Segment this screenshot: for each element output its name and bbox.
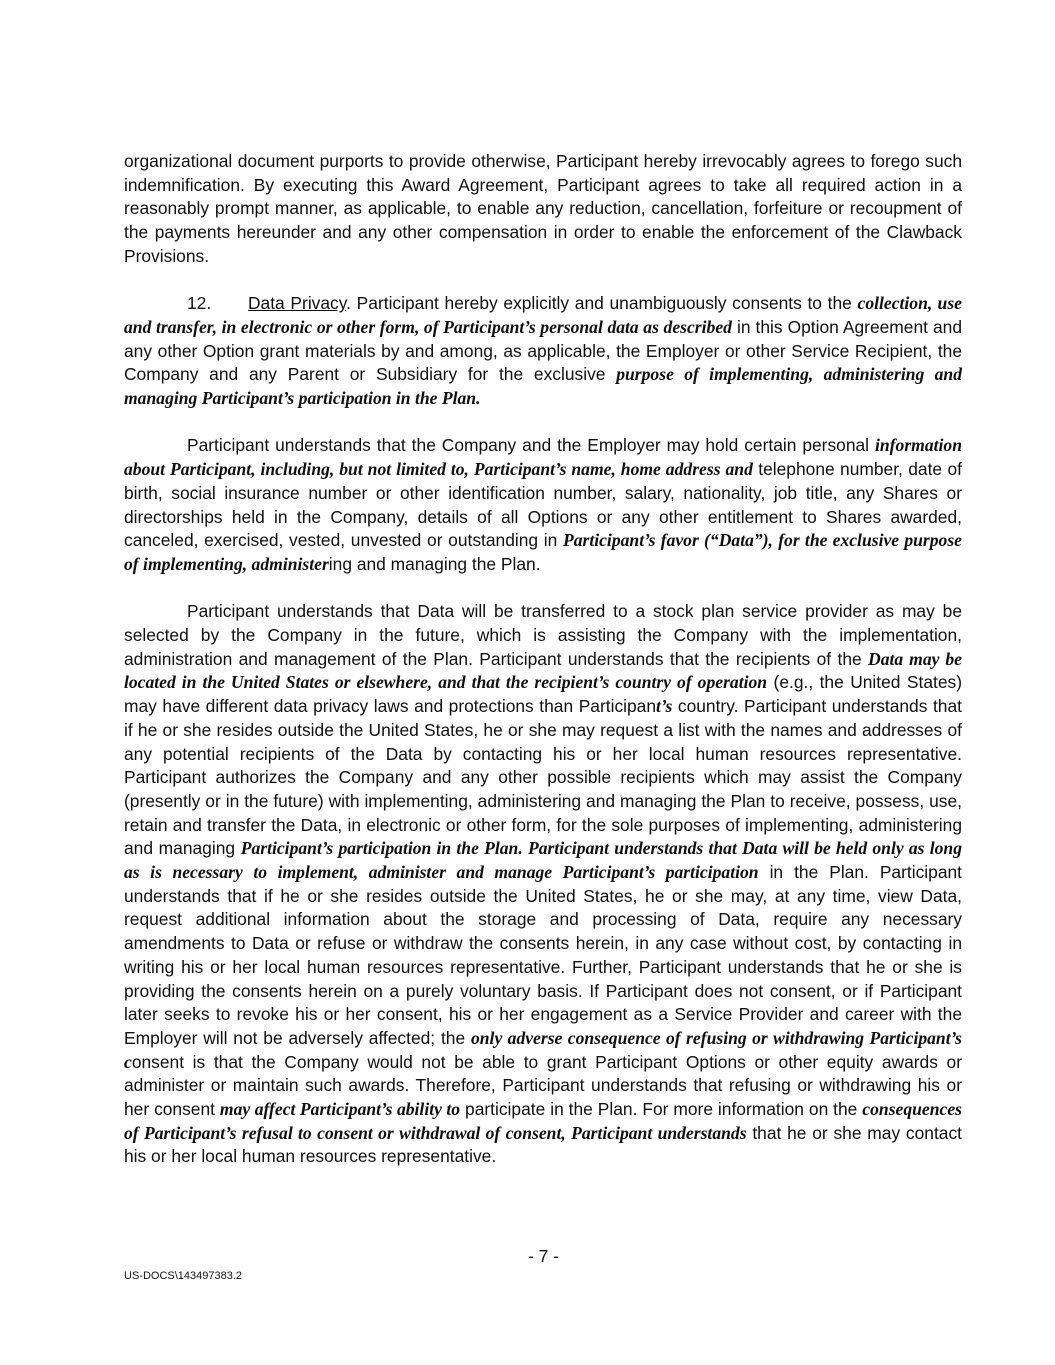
text-run: in this Option Agreement and any other Option grant materials by and among, as applicable, the Employer or other Service Recipient, the Company and any Parent or Subsidiary for the exclusive: [124, 316, 962, 385]
text-run: (e.g., the United States) may have different data privacy laws and protections than Participan: [124, 672, 962, 717]
emphasis-run: may affect Participant’s ability to: [219, 1099, 461, 1120]
text-run: ing and managing the Plan.: [328, 553, 541, 574]
emphasis-run: information about Participant, including, but not limited to, Participant’s name, home address and: [124, 435, 962, 480]
document-id: US-DOCS\143497383.2: [124, 1270, 243, 1282]
emphasis-run: consequences of Participant’s refusal to consent or withdrawal of consent, Participant understands: [124, 1099, 962, 1143]
section-heading: Data Privacy: [248, 293, 347, 314]
text-run: country. Participant understands that if he or she resides outside the United States, he or she may request a list with the names and addresses of any potential recipients of the Data by contacting his or her local human resources representative. Participant authorizes the Company and any other possible recipients which may assist the Company (presently or in the future) with implementing, administering and managing the Plan to receive, possess, use, retain and transfer the Data, in electronic or other form, for the sole purposes of implementing, administering and managing: [124, 696, 962, 859]
text-run: . Participant hereby explicitly and unambiguously consents to the: [346, 293, 858, 314]
text-run: Participant understands that Data will be transferred to a stock plan service provider as may be selected by the Company in the future, which is assisting the Company with the implementation, administration and management of the Plan. Participant understands that the recipients of the: [124, 601, 962, 669]
section-number: 12.: [187, 293, 212, 314]
emphasis-run: Participant’s participation in the Plan. Participant understands that Data will be held only as long as is necessary to implement, administer and manage Participant’s participation: [124, 838, 963, 883]
emphasis-run: Data may be located in the United States or elsewhere, and that the recipient’s country of operation: [124, 648, 962, 693]
emphasis-run: Participant’s favor (“Data”), for the exclusive purpose of implementing, administer: [124, 530, 962, 574]
section-12-data-privacy: [124, 292, 962, 411]
paragraph-clawback-continuation: organizational document purports to provide otherwise, Participant hereby irrevocably agrees to forego such indemnification. By executing this Award Agreement, Participant agrees to take all required action in a reasonably prompt manner, as applicable, to enable any reduction, cancellation, forfeiture or recoupment of the payments hereunder and any other compensation in order to enable the enforcement of the Clawback Provisions.: [124, 151, 962, 266]
emphasis-run: purpose of implementing, administering and managing Participant’s participation in the Plan.: [124, 364, 963, 409]
paragraph-data-transfer: [124, 600, 962, 1169]
text-run: that he or she may contact his or her local human resources representative.: [124, 1122, 962, 1167]
emphasis-run: collection, use and transfer, in electronic or other form, of Participant’s personal data as described: [124, 293, 962, 337]
page-number: - 7 -: [528, 1246, 559, 1266]
text-run: Participant understands that the Company and the Employer may hold certain personal: [187, 435, 875, 456]
text-run: participate in the Plan. For more information on the: [460, 1099, 863, 1120]
emphasis-run: only adverse consequence of refusing or withdrawing Participant’s c: [124, 1027, 962, 1072]
emphasis-run: t’s: [656, 696, 673, 717]
text-run: onsent is that the Company would not be able to grant Participant Options or other equity awards or administer or maintain such awards. Therefore, Participant understands that refusing or withdrawing his or her consent: [124, 1051, 962, 1120]
text-run: in the Plan. Participant understands that if he or she resides outside the United States, he or she may, at any time, view Data, request additional information about the storage and processing of Data, require any necessary amendments to Data or refuse or withdraw the consents herein, in any case without cost, by contacting in writing his or her local human resources representative. Further, Participant understands that he or she is providing the consents herein on a purely voluntary basis. If Participant does not consent, or if Participant later seeks to revoke his or her consent, his or her engagement as a Service Provider and career with the Employer will not be adversely affected; the: [124, 862, 962, 1048]
paragraph-personal-information: [124, 434, 962, 576]
text-run: telephone number, date of birth, social insurance number or other identification number, salary, nationality, job title, any Shares or directorships held in the Company, details of all Options or any other entitlement to Shares awarded, canceled, exercised, vested, unvested or outstanding in: [124, 459, 962, 551]
document-body: [124, 150, 962, 1193]
